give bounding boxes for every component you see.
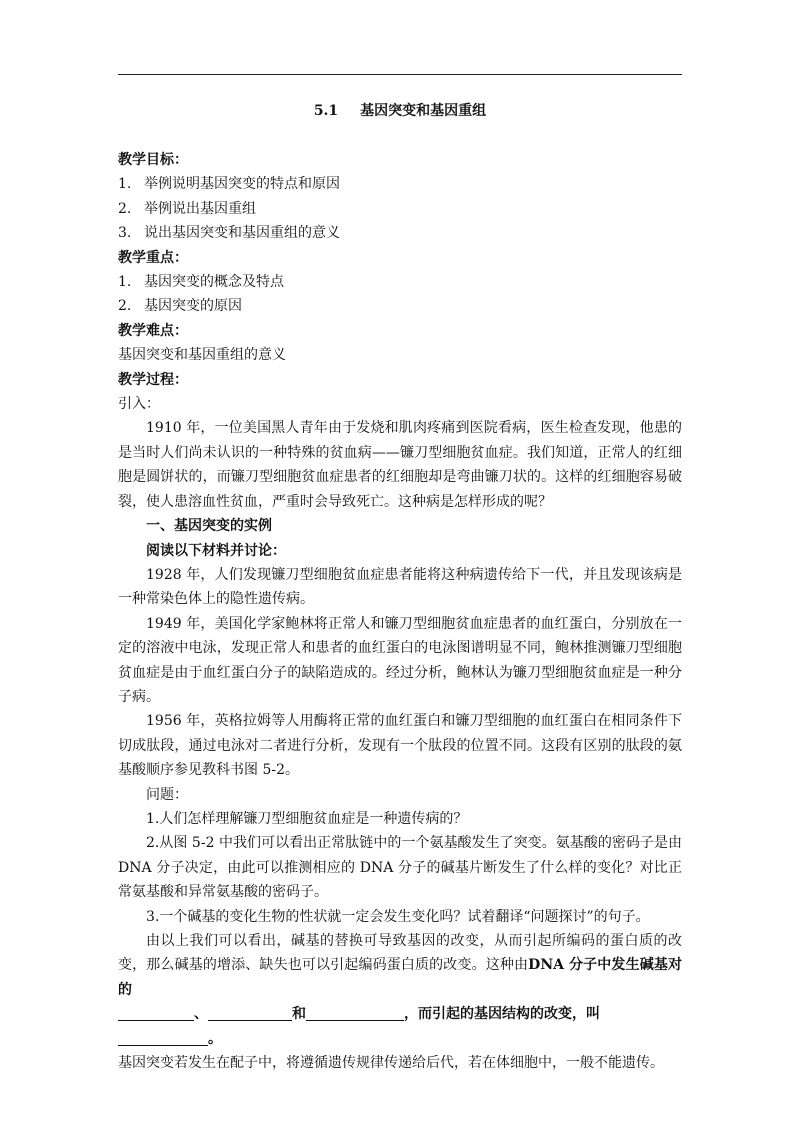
objective-item: 3. 说出基因突变和基因重组的意义	[118, 225, 340, 242]
key-point-item: 2. 基因突变的原因	[118, 298, 242, 315]
paragraph-1928: 1928 年，人们发现镰刀型细胞贫血症患者能将这种病遗传给下一代，并且发现该病是一种常染色体上的隐性遗传病。	[118, 566, 682, 608]
paragraph-1956: 1956 年，英格拉姆等人用酶将正常的血红蛋白和镰刀型细胞的血红蛋白在相同条件下切成肽段，通过电泳对二者进行分析，发现有一个肽段的位置不同。这段有区别的肽段的氨基酸顺序参见教科书图 5-2。	[118, 713, 682, 779]
section-title: 基因突变和基因重组	[360, 103, 487, 119]
closing-line: 基因突变若发生在配子中，将遵循遗传规律传递给后代，若在体细胞中，一般不能遗传。	[118, 1055, 664, 1072]
intro-label: 引入：	[118, 396, 160, 413]
summary-bold: DNA 分子中发生碱基对的	[118, 957, 682, 998]
objective-item: 2. 举例说出基因重组	[118, 200, 256, 217]
document-body	[118, 148, 682, 1075]
blank-1[interactable]	[118, 1004, 194, 1021]
difficulty-heading: 教学难点：	[118, 322, 188, 339]
section-heading-mutation-examples: 一、基因突变的实例	[146, 518, 272, 535]
question-2: 2.从图 5-2 中我们可以看出正常肽链中的一个氨基酸发生了突变。氨基酸的密码子是由 DNA 分子决定，由此可以推测相应的 DNA 分子的碱基片断发生了什么样的变化？对比正常氨基酸和异常氨基酸的密码子。	[118, 835, 682, 901]
key-point-item: 1. 基因突变的概念及特点	[118, 274, 284, 291]
reading-heading: 阅读以下材料并讨论：	[146, 542, 286, 559]
questions-label: 问题：	[146, 786, 188, 803]
question-3: 3.一个碱基的变化生物的性状就一定会发生变化吗？试着翻译“问题探讨”的句子。	[146, 908, 650, 925]
paragraph-1949: 1949 年，美国化学家鲍林将正常人和镰刀型细胞贫血症患者的血红蛋白，分别放在一定的溶液中电泳，发现正常人和患者的血红蛋白的电泳图谱明显不同，鲍林推测镰刀型细胞贫血症是由于血红蛋白分子的缺陷造成的。经过分析，鲍林认为镰刀型细胞贫血症是一种分子病。	[118, 615, 682, 705]
intro-paragraph: 1910 年，一位美国黑人青年由于发烧和肌肉疼痛到医院看病，医生检查发现，他患的是当时人们尚未认识的一种特殊的贫血病——镰刀型细胞贫血症。我们知道，正常人的红细胞是圆饼状的，而镰刀型细胞贫血症患者的红细胞却是弯曲镰刀状的。这样的红细胞容易破裂，使人患溶血性贫血，严重时会导致死亡。这种病是怎样形成的呢？	[118, 420, 682, 510]
blank-3[interactable]	[306, 1004, 404, 1021]
blank-4[interactable]	[118, 1029, 208, 1046]
key-points-heading: 教学重点：	[118, 249, 188, 266]
difficulty-text: 基因突变和基因重组的意义	[118, 347, 286, 364]
fill-in-line: 、 和 ，而引起的基因结构的改变，叫。	[118, 1002, 682, 1051]
section-number: 5.1	[313, 103, 339, 119]
summary-paragraph: 由以上我们可以看出，碱基的替换可导致基因的改变，从而引起所编码的蛋白质的改变，那么碱基的增添、缺失也可以引起编码蛋白质的改变。这种由DNA 分子中发生碱基对的	[118, 933, 682, 998]
objective-item: 1. 举例说明基因突变的特点和原因	[118, 176, 340, 193]
blank-2[interactable]	[208, 1004, 292, 1021]
header-rule	[118, 74, 682, 75]
objectives-heading: 教学目标：	[118, 152, 188, 168]
process-heading: 教学过程：	[118, 371, 188, 388]
page-title	[0, 100, 800, 120]
question-1: 1.人们怎样理解镰刀型细胞贫血症是一种遗传病的？	[146, 810, 468, 827]
